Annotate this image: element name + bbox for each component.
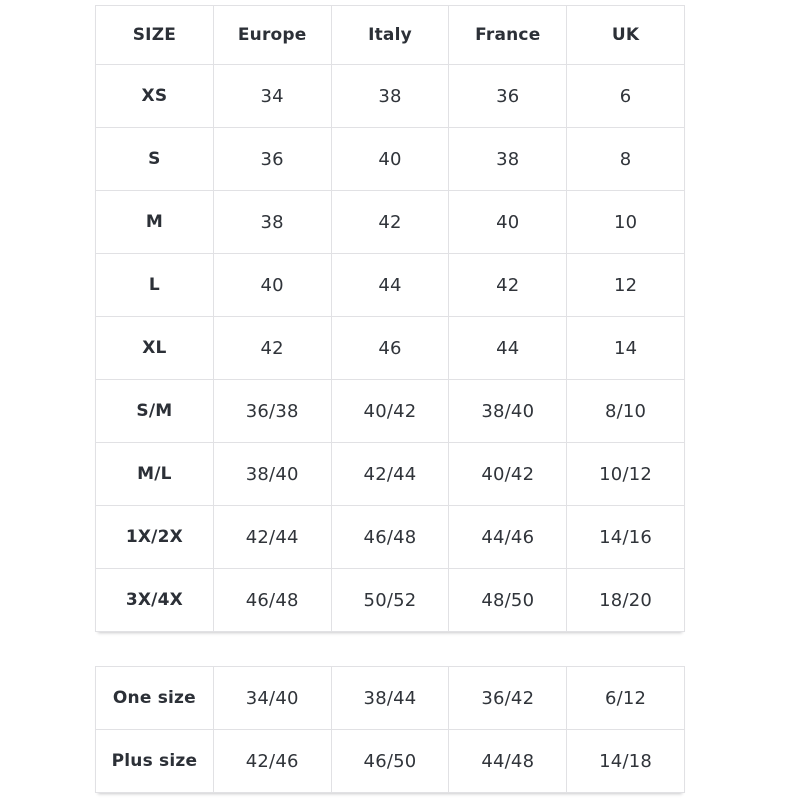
size-value-cell: 46/48 [213, 569, 331, 632]
size-value-cell: 36 [449, 65, 567, 128]
header-row [96, 6, 685, 65]
size-value-cell: 14/16 [567, 506, 685, 569]
table-row [96, 506, 685, 569]
size-label-cell: 3X/4X [96, 569, 214, 632]
size-value-cell: 50/52 [331, 569, 449, 632]
column-header-uk: UK [567, 6, 685, 65]
size-table-body [96, 65, 685, 632]
size-label-cell: M/L [96, 443, 214, 506]
size-label-cell: M [96, 191, 214, 254]
size-value-cell: 42 [449, 254, 567, 317]
size-value-cell: 38/44 [331, 667, 449, 730]
size-value-cell: 34 [213, 65, 331, 128]
size-value-cell: 10 [567, 191, 685, 254]
size-value-cell: 14/18 [567, 730, 685, 793]
size-label-cell: S [96, 128, 214, 191]
size-label-cell: XL [96, 317, 214, 380]
column-header-france: France [449, 6, 567, 65]
size-value-cell: 42 [331, 191, 449, 254]
table-row [96, 128, 685, 191]
special-sizes-table-body [96, 667, 685, 793]
size-value-cell: 42/46 [213, 730, 331, 793]
size-value-cell: 12 [567, 254, 685, 317]
table-row [96, 254, 685, 317]
size-value-cell: 38 [449, 128, 567, 191]
size-value-cell: 42 [213, 317, 331, 380]
size-value-cell: 48/50 [449, 569, 567, 632]
table-row [96, 667, 685, 730]
size-value-cell: 36/38 [213, 380, 331, 443]
size-value-cell: 38 [213, 191, 331, 254]
size-label-cell: L [96, 254, 214, 317]
size-value-cell: 10/12 [567, 443, 685, 506]
column-header-europe: Europe [213, 6, 331, 65]
table-row [96, 65, 685, 128]
size-value-cell: 8 [567, 128, 685, 191]
size-value-cell: 8/10 [567, 380, 685, 443]
table-row [96, 730, 685, 793]
size-value-cell: 40 [331, 128, 449, 191]
size-table-header [96, 6, 685, 65]
size-value-cell: 42/44 [213, 506, 331, 569]
size-conversion-page [95, 5, 685, 793]
size-value-cell: 14 [567, 317, 685, 380]
size-conversion-table [95, 5, 685, 632]
special-sizes-table [95, 666, 685, 793]
size-value-cell: 46/50 [331, 730, 449, 793]
size-value-cell: 18/20 [567, 569, 685, 632]
size-value-cell: 44/48 [449, 730, 567, 793]
table-row [96, 317, 685, 380]
table-row [96, 380, 685, 443]
size-value-cell: 46/48 [331, 506, 449, 569]
size-value-cell: 44 [331, 254, 449, 317]
size-value-cell: 44 [449, 317, 567, 380]
column-header-italy: Italy [331, 6, 449, 65]
size-label-cell: S/M [96, 380, 214, 443]
table-row [96, 443, 685, 506]
table-row [96, 569, 685, 632]
size-label-cell: One size [96, 667, 214, 730]
size-value-cell: 6/12 [567, 667, 685, 730]
size-value-cell: 42/44 [331, 443, 449, 506]
size-value-cell: 38/40 [213, 443, 331, 506]
size-label-cell: Plus size [96, 730, 214, 793]
table-row [96, 191, 685, 254]
size-value-cell: 36 [213, 128, 331, 191]
size-label-cell: 1X/2X [96, 506, 214, 569]
size-value-cell: 44/46 [449, 506, 567, 569]
size-label-cell: XS [96, 65, 214, 128]
size-value-cell: 40/42 [331, 380, 449, 443]
size-value-cell: 40/42 [449, 443, 567, 506]
column-header-size: SIZE [96, 6, 214, 65]
size-value-cell: 38 [331, 65, 449, 128]
size-value-cell: 6 [567, 65, 685, 128]
size-value-cell: 40 [213, 254, 331, 317]
size-value-cell: 36/42 [449, 667, 567, 730]
size-value-cell: 46 [331, 317, 449, 380]
size-value-cell: 34/40 [213, 667, 331, 730]
size-value-cell: 40 [449, 191, 567, 254]
size-value-cell: 38/40 [449, 380, 567, 443]
